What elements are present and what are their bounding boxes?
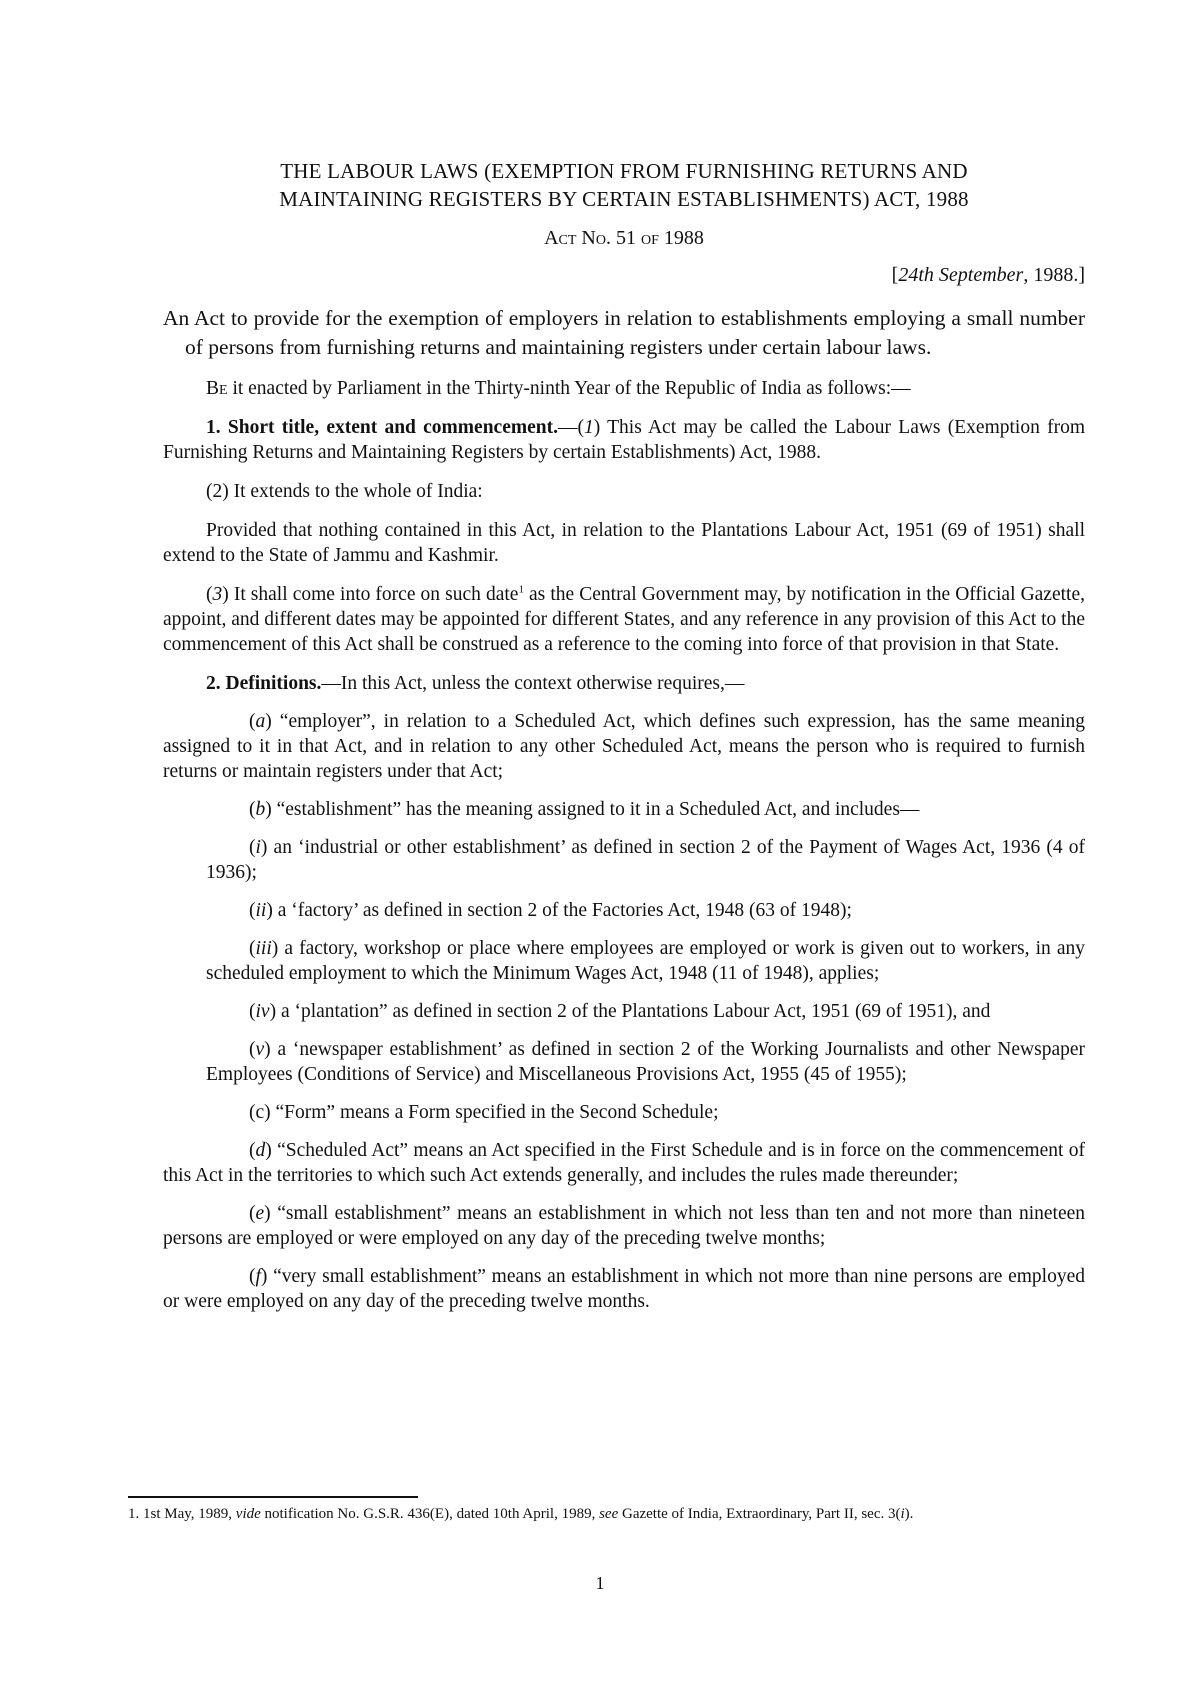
definition-b-i: (i) an ‘industrial or other establishment’ as defined in section 2 of the Payment of Wages Act, 1936 (4 of 1936);	[206, 837, 1085, 883]
definition-f: (f) “very small establishment” means an establishment in which not more than nine persons are employed or were employed on any day of the preceding twelve months.	[163, 1266, 1085, 1312]
section-2-heading: 2. Definitions.	[206, 673, 322, 694]
fn-part2: notification No. G.S.R. 436(E), dated 10th April, 1989,	[260, 1506, 600, 1522]
enacting-formula	[163, 376, 1085, 401]
s1-num1: 1	[583, 417, 594, 438]
def-iii-text: a factory, workshop or place where employees are employed or work is given out to workers, in any scheduled employment to which the Minimum Wages Act, 1948 (11 of 1948), applies;	[206, 938, 1085, 984]
section-2-intro	[163, 671, 1085, 696]
def-ii-label: ii	[255, 900, 267, 921]
def-b-label: b	[255, 799, 266, 820]
section-1-heading: 1. Short title, extent and commencement.	[206, 417, 558, 438]
definition-b-iv: (iv) a ‘plantation” as defined in section 2 of the Plantations Labour Act, 1951 (69 of 1951), and	[249, 1001, 991, 1022]
definition-b: (b) “establishment” has the meaning assigned to it in a Scheduled Act, and includes—	[249, 799, 920, 820]
def-f-label: f	[255, 1266, 261, 1287]
s1-num3-open: (	[206, 584, 213, 605]
def-ii-text: a ‘factory’ as defined in section 2 of the Factories Act, 1948 (63 of 1948);	[272, 900, 852, 921]
s1-text1: ) This Act may be called the Labour Laws (Exemption from Furnishing Returns and Maintaining Registers by certain Establishments) Act, 1988.	[163, 417, 1085, 463]
fn-part4: ).	[904, 1506, 914, 1522]
def-iv-text: a ‘plantation” as defined in section 2 of the Plantations Labour Act, 1951 (69 of 1951), and	[276, 1001, 991, 1022]
date-open: [	[891, 264, 899, 286]
act-title	[163, 157, 1085, 213]
act-title-line2: MAINTAINING REGISTERS BY CERTAIN ESTABLISHMENTS) ACT, 1988	[279, 187, 969, 211]
def-i-text: an ‘industrial or other establishment’ as defined in section 2 of the Payment of Wages Act, 1936 (4 of 1936);	[206, 837, 1085, 883]
fn-vide: vide	[235, 1506, 261, 1522]
def-i-label: i	[255, 837, 261, 858]
def-e-text: “small establishment” means an establishment in which not less than ten and not more than nineteen persons are employed or were employed on any day of the preceding twelve months;	[163, 1203, 1085, 1249]
page-number: 1	[595, 1573, 605, 1593]
def-v-label: v	[255, 1039, 265, 1060]
section-1-para-3	[163, 582, 1085, 657]
definition-d: (d) “Scheduled Act” means an Act specified in the First Schedule and is in force on the commencement of this Act in the territories to which such Act extends generally, and includes the rules made thereunder;	[163, 1140, 1085, 1186]
section-1-para-1	[163, 415, 1085, 465]
enacting-text: it enacted by Parliament in the Thirty-ninth Year of the Republic of India as follows:—	[227, 378, 911, 399]
s1-text3b: as the Central Government may, by notification in the Official Gazette, appoint, and different dates may be appointed for different States, and any reference in any provision of this Act to the commencement of this Act shall be construed as a reference to the coming into force of that provision in that State.	[163, 584, 1085, 655]
fn-part3: Gazette of India, Extraordinary, Part II, sec. 3(	[618, 1506, 901, 1522]
def-iii-label: iii	[255, 938, 272, 959]
section-1-proviso: Provided that nothing contained in this Act, in relation to the Plantations Labour Act, 1951 (69 of 1951) shall extend to the State of Jammu and Kashmir.	[163, 520, 1085, 566]
long-title: An Act to provide for the exemption of employers in relation to establishments employing a small number of persons from furnishing returns and maintaining registers under certain labour laws.	[163, 306, 1085, 359]
date-italic: 24th September	[898, 264, 1024, 286]
definition-b-v: (v) a ‘newspaper establishment’ as defined in section 2 of the Working Journalists and other Newspaper Employees (Conditions of Service) and Miscellaneous Provisions Act, 1955 (45 of 1955);	[206, 1039, 1085, 1085]
def-d-label: d	[255, 1140, 266, 1161]
document-body	[163, 157, 1085, 1314]
s1-text3a: ) It shall come into force on such date	[222, 584, 519, 605]
s1-dash: —(	[557, 417, 584, 438]
def-b-text: “establishment” has the meaning assigned to it in a Scheduled Act, and includes—	[271, 799, 920, 820]
definition-e: (e) “small establishment” means an establishment in which not less than ten and not more than nineteen persons are employed or were employed on any day of the preceding twelve months;	[163, 1203, 1085, 1249]
def-d-text: “Scheduled Act” means an Act specified in the First Schedule and is in force on the commencement of this Act in the territories to which such Act extends generally, and includes the rules made thereunder;	[163, 1140, 1085, 1186]
definition-b-iii: (iii) a factory, workshop or place where employees are employed or work is given out to workers, in any scheduled employment to which the Minimum Wages Act, 1948 (11 of 1948), applies;	[206, 938, 1085, 984]
definition-a: (a) “employer”, in relation to a Scheduled Act, which defines such expression, has the same meaning assigned to it in that Act, and in relation to any other Scheduled Act, means the person who is required to furnish returns or maintain registers under that Act;	[163, 711, 1085, 782]
footnote-separator	[128, 1496, 418, 1498]
def-iv-label: iv	[255, 1001, 270, 1022]
date-close: , 1988.]	[1023, 264, 1085, 286]
enacting-lead: Be	[206, 378, 228, 399]
definition-b-ii: (ii) a ‘factory’ as defined in section 2 of the Factories Act, 1948 (63 of 1948);	[249, 900, 852, 921]
act-date	[163, 264, 1085, 287]
def-a-label: a	[255, 711, 266, 732]
fn-see: see	[599, 1506, 619, 1522]
fn-part1: 1. 1st May, 1989,	[128, 1506, 236, 1522]
fn-i: i	[900, 1506, 905, 1522]
section-1-para-2: (2) It extends to the whole of India:	[206, 481, 483, 502]
def-v-text: a ‘newspaper establishment’ as defined in section 2 of the Working Journalists and other Newspaper Employees (Conditions of Service) and Miscellaneous Provisions Act, 1955 (45 of 1955);	[206, 1039, 1085, 1085]
def-a-text: “employer”, in relation to a Scheduled Act, which defines such expression, has the same meaning assigned to it in that Act, and in relation to any other Scheduled Act, means the person who is required to furnish returns or maintain registers under that Act;	[163, 711, 1085, 782]
def-f-text: “very small establishment” means an establishment in which not more than nine persons are employed or were employed on any day of the preceding twelve months.	[163, 1266, 1085, 1312]
s2-intro: —In this Act, unless the context otherwise requires,—	[321, 673, 745, 694]
definition-c: (c) “Form” means a Form specified in the Second Schedule;	[249, 1102, 719, 1123]
act-number: Act No. 51 of 1988	[544, 227, 704, 249]
act-title-line1: THE LABOUR LAWS (EXEMPTION FROM FURNISHING RETURNS AND	[280, 159, 968, 183]
footnote-1	[128, 1505, 1085, 1524]
def-e-label: e	[255, 1203, 265, 1224]
s1-num3: 3	[212, 584, 223, 605]
footnote-ref[interactable]: 1	[518, 583, 524, 596]
